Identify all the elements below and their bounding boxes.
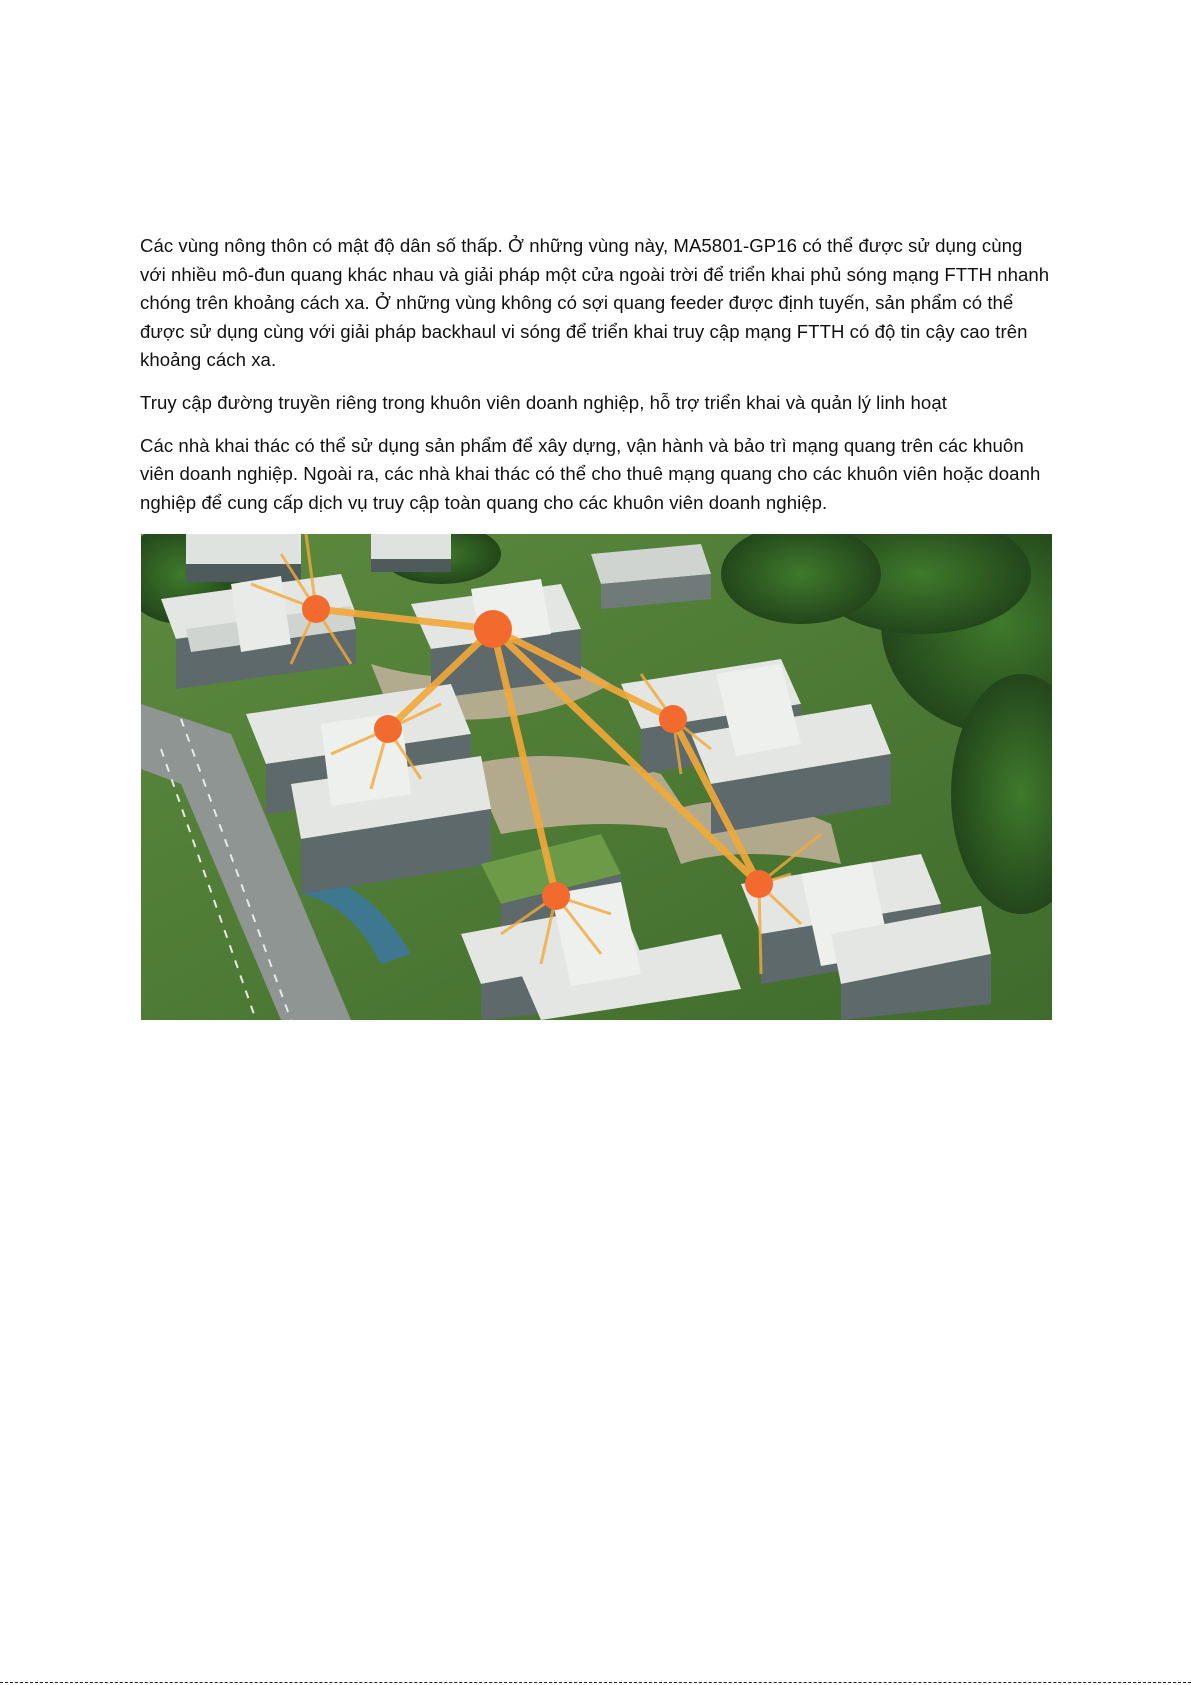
node-east <box>659 705 687 733</box>
campus-network-illustration <box>141 534 1052 1020</box>
paragraph-rural-areas: Các vùng nông thôn có mật độ dân số thấp. Ở những vùng này, MA5801-GP16 có thể được sử dụng cùng với nhiều mô-đun quang khác nhau và giải pháp một cửa ngoài trời để triển khai phủ sóng mạng FTTH nhanh chóng trên khoảng cách xa. Ở những vùng không có sợi quang feeder được định tuyến, sản phẩm có thể được sử dụng cùng với giải pháp backhaul vi sóng để triển khai truy cập mạng FTTH có độ tin cậy cao trên khoảng cách xa. <box>140 235 1050 371</box>
campus-aerial-view <box>141 534 1052 1020</box>
node-west <box>302 595 330 623</box>
node-southeast <box>745 870 773 898</box>
node-center-left <box>374 715 402 743</box>
page-bottom-rule <box>0 1682 1191 1683</box>
node-hub <box>474 610 512 648</box>
paragraph-enterprise-campus: Các nhà khai thác có thể sử dụng sản phẩm để xây dựng, vận hành và bảo trì mạng quang trên các khuôn viên doanh nghiệp. Ngoài ra, các nhà khai thác có thể cho thuê mạng quang cho các khuôn viên hoặc doanh nghiệp để cung cấp dịch vụ truy cập toàn quang cho các khuôn viên doanh nghiệp. <box>140 434 1041 513</box>
document-body <box>140 232 1052 531</box>
node-south <box>542 882 570 910</box>
paragraph-enterprise-heading: Truy cập đường truyền riêng trong khuôn viên doanh nghiệp, hỗ trợ triển khai và quản lý linh hoạt <box>140 391 947 413</box>
